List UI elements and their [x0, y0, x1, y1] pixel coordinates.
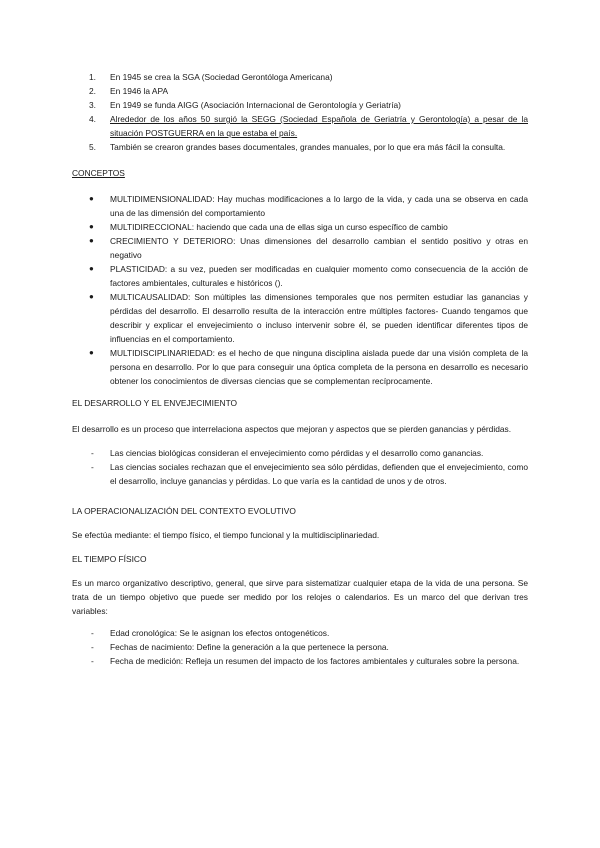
- list-item: [72, 262, 528, 290]
- list-item-text-underlined: Alrededor de los años 50 surgió la SEGG (Sociedad Española de Geriatría y Gerontología) a pesar de la situación POSTGUERRA en la que estaba el país.: [110, 114, 528, 138]
- conceptos-heading: CONCEPTOS: [72, 168, 125, 178]
- operacionalizacion-heading: LA OPERACIONALIZACIÓN DEL CONTEXTO EVOLUTIVO: [72, 506, 296, 516]
- tiempo-fisico-heading: EL TIEMPO FÍSICO: [72, 554, 147, 564]
- tiempo-fisico-paragraph: Es un marco organizativo descriptivo, general, que sirve para sistematizar cualquier etapa de la vida de una persona. Se trata de un tiempo objetivo que puede ser medido por los relojes o calendarios. Es un marco del que derivan tres variables:: [72, 578, 528, 616]
- dash-marker: -: [91, 656, 94, 666]
- list-item-text: Las ciencias sociales rechazan que el envejecimiento sea sólo pérdidas, defienden que el envejecimiento, como el desarrollo, incluye ganancias y pérdidas. Lo que varía es la cantidad de unos y de otros.: [110, 462, 528, 486]
- list-item: [72, 290, 528, 346]
- concept-text: MULTIDIRECCIONAL: haciendo que cada una de ellas siga un curso específico de cambio: [110, 222, 448, 232]
- concept-text: PLASTICIDAD: a su vez, pueden ser modificadas en cualquier momento como consecuencia de la acción de factores ambientales, culturales e históricos ().: [110, 264, 528, 288]
- desarrollo-heading: EL DESARROLLO Y EL ENVEJECIMIENTO: [72, 398, 238, 408]
- list-item-text: En 1949 se funda AIGG (Asociación Internacional de Gerontología y Geriatría): [110, 100, 401, 110]
- conceptos-bullet-list: [72, 192, 528, 388]
- list-item: [72, 234, 528, 262]
- list-item-text: En 1946 la APA: [110, 86, 169, 96]
- dash-marker: -: [91, 462, 94, 472]
- list-item: [72, 460, 528, 488]
- dash-marker: -: [91, 448, 94, 458]
- concept-text: MULTIDISCIPLINARIEDAD: es el hecho de que ninguna disciplina aislada puede dar una visión completa de la persona en desarrollo. Por lo que para conseguir una óptica completa de la persona en desarrollo es necesario obtener los conocimientos de diversas ciencias que se complementan recíprocamente.: [110, 348, 528, 386]
- bullet-icon: ●: [89, 222, 94, 231]
- list-item-text: También se crearon grandes bases documentales, grandes manuales, por lo que era más fácil la consulta.: [110, 142, 506, 152]
- list-item: [72, 446, 528, 460]
- concept-text: MULTICAUSALIDAD: Son múltiples las dimensiones temporales que nos permiten estudiar las ganancias y pérdidas del desarrollo. El desarrollo resulta de la interacción entre múltiples factores- Cuando tengamos que describir y explicar el envejecimiento o incluso intervenir sobre él, se pueden identificar diferentes tipos de influencias en el comportamiento.: [110, 292, 528, 344]
- concept-text: CRECIMIENTO Y DETERIORO: Unas dimensiones del desarrollo cambian el sentido positivo y otras en negativo: [110, 236, 528, 260]
- list-item: [72, 70, 528, 84]
- operacionalizacion-paragraph: Se efectúa mediante: el tiempo físico, el tiempo funcional y la multidisciplinariedad.: [72, 530, 380, 540]
- list-item: [72, 192, 528, 220]
- list-item: [72, 220, 528, 234]
- list-item: [72, 640, 528, 654]
- list-number: 5.: [89, 142, 96, 152]
- dash-marker: -: [91, 628, 94, 638]
- list-item: [72, 654, 528, 668]
- bullet-icon: ●: [89, 236, 94, 245]
- list-number: 3.: [89, 100, 96, 110]
- bullet-icon: ●: [89, 194, 94, 203]
- desarrollo-paragraph: El desarrollo es un proceso que interrelaciona aspectos que mejoran y aspectos que se pierden ganancias y pérdidas.: [72, 424, 512, 434]
- list-item: [72, 84, 528, 98]
- list-item: [72, 98, 528, 112]
- tiempo-fisico-dash-list: [72, 626, 528, 668]
- bullet-icon: ●: [89, 292, 94, 301]
- list-item-text: Edad cronológica: Se le asignan los efectos ontogenéticos.: [110, 628, 330, 638]
- list-item-text: Fecha de medición: Refleja un resumen del impacto de los factores ambientales y culturales sobre la persona.: [110, 656, 520, 666]
- list-item: [72, 346, 528, 388]
- list-number: 1.: [89, 72, 96, 82]
- history-numbered-list: [72, 70, 528, 154]
- list-item-text: En 1945 se crea la SGA (Sociedad Gerontóloga Americana): [110, 72, 333, 82]
- list-number: 4.: [89, 114, 96, 124]
- desarrollo-dash-list: [72, 446, 528, 488]
- list-item-text: Fechas de nacimiento: Define la generación a la que pertenece la persona.: [110, 642, 389, 652]
- list-item-text: Las ciencias biológicas consideran el envejecimiento como pérdidas y el desarrollo como ganancias.: [110, 448, 484, 458]
- list-number: 2.: [89, 86, 96, 96]
- dash-marker: -: [91, 642, 94, 652]
- bullet-icon: ●: [89, 348, 94, 357]
- list-item: [72, 140, 528, 154]
- bullet-icon: ●: [89, 264, 94, 273]
- list-item: [72, 626, 528, 640]
- list-item: [72, 112, 528, 140]
- document-content: [72, 70, 528, 668]
- concept-text: MULTIDIMENSIONALIDAD: Hay muchas modificaciones a lo largo de la vida, y cada una se observa en cada una de las dimensión del comportamiento: [110, 194, 528, 218]
